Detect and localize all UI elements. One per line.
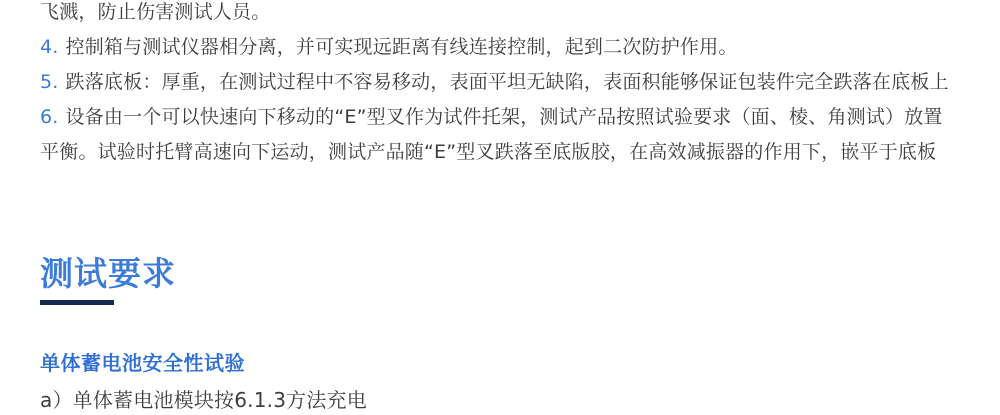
list-item-4	[40, 30, 960, 65]
list-item-6	[40, 100, 960, 170]
list-item-5-number: 5.	[40, 71, 59, 93]
paragraph-continuation-line: 飞溅，防止伤害测试人员。	[40, 1, 271, 23]
subsection-title: 单体蓄电池安全性试验	[40, 351, 245, 375]
list-item-5-text: 跌落底板：厚重，在测试过程中不容易移动，表面平坦无缺陷，表面积能够保证包装件完全跌落在底板上	[65, 71, 949, 93]
numbered-list-block	[40, 0, 960, 170]
section-title: 测试要求	[40, 254, 176, 293]
list-item-5	[40, 65, 960, 100]
list-item-4-number: 4.	[40, 36, 59, 58]
section-title-underline	[40, 300, 114, 305]
list-item-4-text: 控制箱与测试仪器相分离，并可实现远距离有线连接控制，起到二次防护作用。	[65, 36, 738, 58]
list-item-6-number: 6.	[40, 106, 59, 128]
list-item-6-text: 设备由一个可以快速向下移动的“E”型叉作为试件托架，测试产品按照试验要求（面、棱、角测试）放置平衡。试验时托臂高速向下运动，测试产品随“E”型叉跌落至底版胶，在高效减振器的作用下，嵌平于底板	[40, 106, 943, 163]
list-item-a: a）单体蓄电池模块按6.1.3方法充电	[40, 388, 367, 412]
